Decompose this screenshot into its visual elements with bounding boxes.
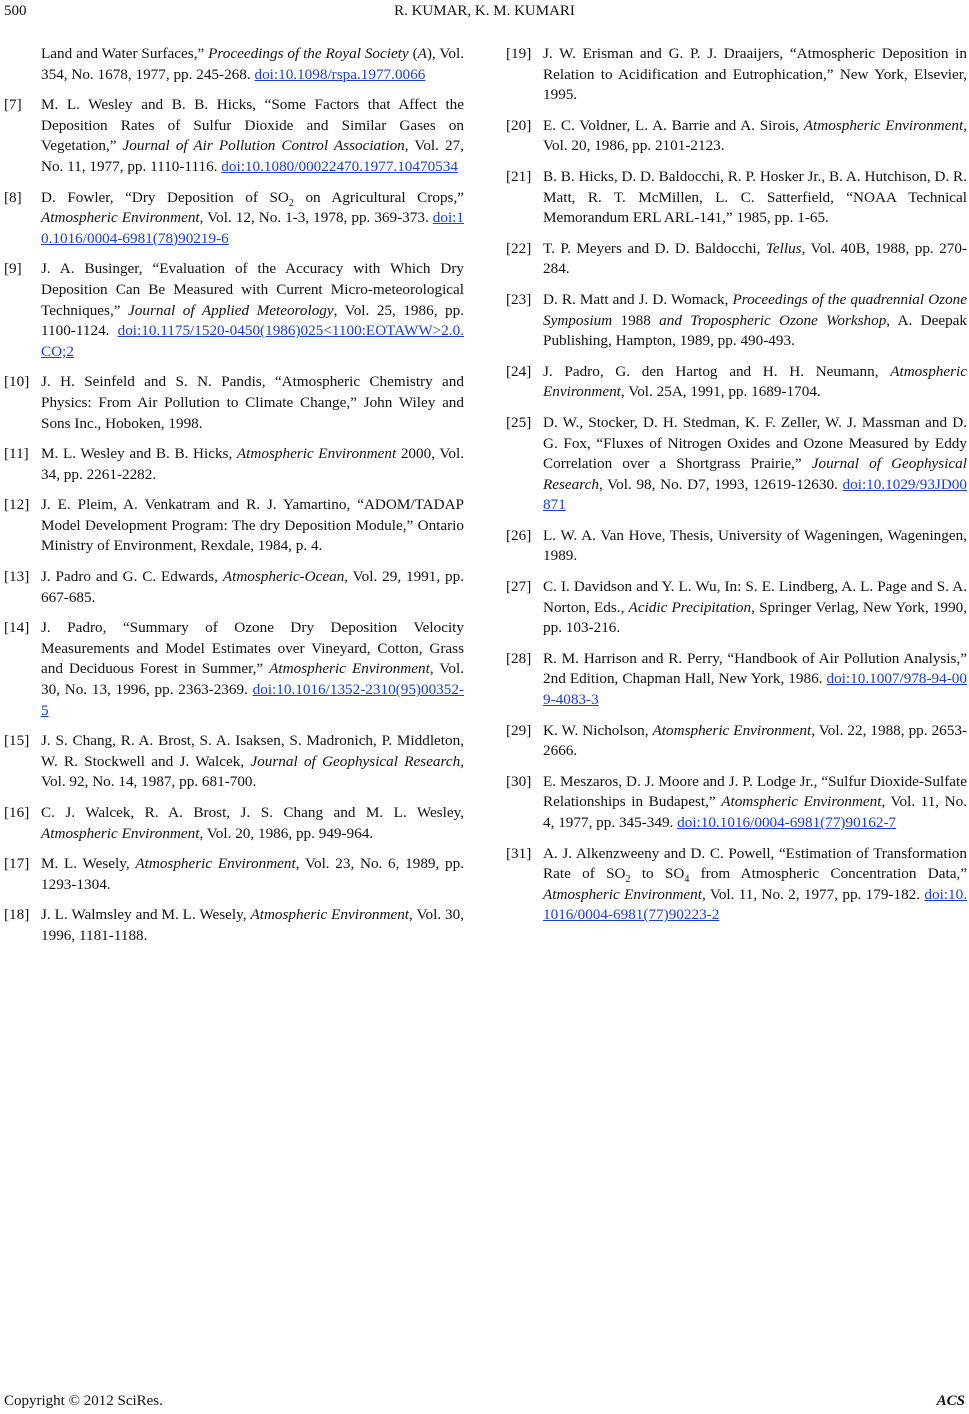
reference-fragment: to SO [630,865,685,883]
reference-fragment: , Vol. 22, 1988, pp. 2653-2666. [543,721,968,760]
reference-fragment: J. Padro and G. C. Edwards, [41,568,223,586]
reference-fragment: J. E. Pleim, A. Venkatram and R. J. Yamartino, “ADOM/TADAP Model Development Program: The dry Deposition Module,” Ontario Ministry of Environment, Rexdale, 1984, p. 4. [41,496,464,555]
reference-fragment: E. C. Voldner, L. A. Barrie and A. Sirois, [543,116,804,134]
reference-number: [29] [506,721,532,739]
reference-entry [506,772,967,834]
reference-entry [506,844,967,926]
reference-entry [4,95,464,177]
reference-text [41,731,464,793]
reference-fragment: , Vol. 11, No. 2, 1977, pp. 179-182. [701,885,925,903]
reference-fragment: , A. Deepak Publishing, Hampton, 1989, pp. 490-493. [543,311,967,350]
reference-fragment: , Springer Verlag, New York, 1990, pp. 103-216. [543,598,967,637]
reference-fragment: Land and Water Surfaces,” [41,45,209,62]
reference-fragment: C. I. Davidson and Y. L. Wu, In: S. E. Lindberg, A. L. Page and S. A. Norton, Eds., [543,578,967,616]
reference-entry [506,167,967,229]
reference-number: [30] [506,772,532,790]
italic-title: Proceedings of the quadrennial Ozone Symposium [543,290,967,329]
reference-number: [25] [506,413,532,431]
italic-title: and Tropospheric Ozone Workshop [659,311,887,329]
reference-entry [4,188,464,250]
reference-fragment: J. A. Businger, “Evaluation of the Accuracy with Which Dry Deposition Can Be Measured with Current Micro-meteorological Techniques,” [41,260,464,319]
reference-number: [19] [506,45,532,62]
reference-text [41,95,464,177]
reference-number: [16] [4,804,30,821]
reference-fragment: L. W. A. Van Hove, Thesis, University of Wageningen, Wageningen, 1989. [543,526,967,565]
italic-title: A [417,45,427,62]
reference-number: [15] [4,732,30,750]
reference-fragment: J. H. Seinfeld and S. N. Pandis, “Atmospheric Chemistry and Physics: From Air Pollution to Climate Change,” John Wiley and Sons Inc., Hoboken, 1998. [41,373,464,432]
reference-entry [506,44,967,106]
italic-title: Atmospheric Environment [543,362,967,401]
reference-entry [506,362,967,403]
journal-abbreviation: ACS [936,1393,965,1409]
reference-text [41,803,464,844]
italic-title: Atmospheric Environment [269,660,430,678]
reference-fragment: , Vol. 30, 1996, 1181-1188. [41,906,464,944]
reference-entry [506,239,967,280]
reference-text [543,290,967,352]
reference-fragment: from Atmospheric Concentration Data,” [689,865,967,883]
italic-title: Atmospheric Environment [543,885,702,903]
reference-entry [4,854,464,895]
italic-title: Atomspheric Environment [652,721,812,739]
italic-title: Acidic Precipitation [628,598,752,616]
reference-text [41,905,464,946]
reference-entry [4,905,464,946]
reference-fragment: R. M. Harrison and R. Perry, “Handbook of Air Pollution Analysis,” 2nd Edition, Chapman Hall, New York, 1986. [543,649,967,688]
italic-title: Atmospheric-Ocean [222,568,345,586]
reference-number: [11] [4,445,29,463]
reference-entry [4,372,464,434]
reference-fragment: J. Padro, G. den Hartog and H. H. Neumann, [543,362,891,380]
reference-entry [506,526,967,567]
italic-title: Atmospheric Environment [135,855,296,873]
reference-fragment: J. L. Walmsley and M. L. Wesely, [41,906,251,924]
references-right-column [506,44,967,936]
reference-text [543,44,967,106]
reference-fragment: 1988 [612,311,660,329]
reference-number: [18] [4,906,30,924]
reference-text [543,721,967,762]
italic-title: Journal of Geophysical Research [250,752,461,770]
reference-text [4,44,464,85]
italic-title: Journal of Geophysical Research [543,455,967,493]
doi-link[interactable]: doi:10.1016/0004-6981(78)90219-6 [41,209,464,247]
reference-fragment: M. L. Wesely, [41,855,136,873]
reference-text [41,854,464,895]
reference-entry [4,444,464,485]
reference-entry [506,290,967,352]
doi-link[interactable]: doi:10.1029/93JD00871 [543,475,967,514]
reference-entry [506,413,967,516]
reference-fragment: A. J. Alkenzweeny and D. C. Powell, “Estimation of Transformation Rate of SO [543,844,967,883]
reference-text [41,618,464,721]
reference-number: [23] [506,290,532,308]
italic-title: Atmospheric Environment [250,906,410,924]
reference-text [543,772,967,834]
reference-number: [10] [4,373,30,391]
reference-text [41,444,464,485]
italic-title: Journal of Applied Meteorology [128,301,334,319]
reference-fragment: , Vol. 27, No. 11, 1977, pp. 1110-1116. [41,137,464,175]
reference-text [543,577,967,639]
reference-fragment: , Vol. 92, No. 14, 1987, pp. 681-700. [41,752,465,791]
italic-title: Journal of Air Pollution Control Association [122,137,405,155]
reference-entry [506,721,967,762]
reference-fragment: , Vol. 11, No. 4, 1977, pp. 345-349. [543,793,968,831]
reference-number: [31] [506,844,532,862]
reference-number: [27] [506,578,532,596]
page-header [0,0,969,26]
reference-fragment: M. L. Wesley and B. B. Hicks, “Some Factors that Affect the Deposition Rates of Sulfur Dioxide and Similar Gases on Vegetation,” [41,96,464,155]
reference-number: [13] [4,568,30,586]
reference-number: [24] [506,362,532,380]
reference-fragment: , Vol. 12, No. 1-3, 1978, pp. 369-373. [199,209,433,227]
reference-number: [12] [4,496,30,514]
reference-text [543,116,967,157]
reference-fragment: K. W. Nicholson, [543,721,653,739]
doi-link[interactable]: doi:10.1016/1352-2310(95)00352-5 [41,681,464,719]
reference-fragment: 2000, Vol. 34, pp. 2261-2282. [41,445,464,483]
italic-title: Atomspheric Environment [721,793,882,811]
reference-text [41,372,464,434]
reference-number: [17] [4,855,30,873]
reference-entry [4,567,464,608]
reference-entry [4,259,464,362]
reference-fragment: M. L. Wesley and B. B. Hicks, [41,445,237,463]
reference-fragment: D. Fowler, “Dry Deposition of SO [41,188,289,206]
reference-text [41,188,464,250]
italic-title: Atmospheric Environment [803,116,964,134]
reference-fragment: , Vol. 98, No. D7, 1993, 12619-12630. [598,475,843,493]
reference-fragment: , Vol. 29, 1991, pp. 667-685. [41,568,464,606]
reference-fragment: T. P. Meyers and D. D. Baldocchi, [543,239,766,257]
reference-fragment: D. W., Stocker, D. H. Stedman, K. F. Zeller, W. J. Massman and D. G. Fox, “Fluxes of Nitrogen Oxides and Ozone Measured by Eddy Correlation over a Shortgrass Prairie,” [543,413,967,473]
reference-fragment: on Agricultural Crops,” [293,188,464,206]
reference-entry [506,116,967,157]
reference-entry [4,618,464,721]
reference-fragment: ( [408,45,418,62]
reference-number: [28] [506,649,532,667]
running-head-authors: R. KUMAR, K. M. KUMARI [394,3,575,19]
reference-text [543,526,967,567]
reference-entry [506,577,967,639]
reference-fragment: J. W. Erisman and G. P. J. Draaijers, “Atmospheric Deposition in Relation to Acidification and Eutrophication,” New York, Elsevier, 1995. [543,45,967,104]
reference-fragment: J. Padro, “Summary of Ozone Dry Deposition Velocity Measurements and Model Estimates over Vineyard, Cotton, Grass and Deciduous Forest in Summer,” [41,619,464,678]
doi-link[interactable]: doi:10.1175/1520-0450(1986)025<1100:EOTAWW>2.0.CO;2 [41,322,464,360]
reference-number: [20] [506,116,532,134]
references-left-column [4,44,464,957]
reference-fragment: , Vol. 25, 1986, pp. 1100-1124. [41,301,465,340]
reference-fragment: , Vol. 20, 1986, pp. 949-964. [199,824,374,842]
reference-fragment: , Vol. 25A, 1991, pp. 1689-1704. [620,383,821,401]
reference-text [543,362,967,403]
reference-fragment: , Vol. 30, No. 13, 1996, pp. 2363-2369. [41,660,465,699]
reference-fragment: E. Meszaros, D. J. Moore and J. P. Lodge Jr., “Sulfur Dioxide-Sulfate Relationships in Budapest,” [543,772,967,811]
reference-text [41,259,464,362]
reference-fragment: , Vol. 40B, 1988, pp. 270-284. [543,239,967,278]
subscript: 4 [684,874,690,886]
doi-link[interactable]: doi:10.1016/0004-6981(77)90162-7 [677,814,897,831]
reference-number: [26] [506,526,532,544]
reference-fragment: C. J. Walcek, R. A. Brost, J. S. Chang and M. L. Wesley, [41,804,464,821]
subscript: 2 [625,874,631,886]
reference-fragment: B. B. Hicks, D. D. Baldocchi, R. P. Hosker Jr., B. A. Hutchison, D. R. Matt, R. T. McMillen, L. C. Satterfield, “NOAA Technical Memorandum ERL ARL-141,” 1985, pp. 1-65. [543,167,967,227]
reference-number: [14] [4,619,30,637]
italic-title: Proceedings of the Royal Society [208,45,409,62]
reference-text [41,567,464,608]
page-number: 500 [4,3,27,19]
reference-fragment: , Vol. 23, No. 6, 1989, pp. 1293-1304. [41,855,465,893]
reference-fragment: D. R. Matt and J. D. Womack, [543,290,733,308]
doi-link[interactable]: doi:10.1098/rspa.1977.0066 [254,65,426,83]
reference-fragment: ), Vol. 354, No. 1678, 1977, pp. 245-268. [41,45,465,83]
copyright-notice: Copyright © 2012 SciRes. [4,1393,163,1409]
reference-fragment: , Vol. 20, 1986, pp. 2101-2123. [543,116,967,155]
reference-text [543,413,967,516]
italic-title: Tellus [765,239,802,257]
doi-link[interactable]: doi:10.1080/00022470.1977.10470534 [221,157,458,175]
doi-link[interactable]: doi:10.1007/978-94-009-4083-3 [543,670,967,709]
reference-text [543,649,967,711]
reference-entry [4,495,464,557]
reference-number: [21] [506,167,532,185]
reference-text [41,495,464,557]
subscript: 2 [288,197,294,209]
reference-number: [7] [4,96,22,114]
italic-title: Atmospheric Environment [41,824,200,842]
reference-number: [22] [506,239,532,257]
reference-entry [4,803,464,844]
reference-text [543,239,967,280]
reference-number: [9] [4,260,22,278]
italic-title: Atmospheric Environment [41,209,200,227]
doi-link[interactable]: doi:10.1016/0004-6981(77)90223-2 [543,885,968,924]
reference-fragment: J. S. Chang, R. A. Brost, S. A. Isaksen, S. Madronich, P. Middleton, W. R. Stockwell and J. Walcek, [41,732,464,770]
reference-text [543,844,967,926]
reference-text [543,167,967,229]
italic-title: Atmospheric Environment [236,445,397,463]
reference-entry [506,649,967,711]
reference-number: [8] [4,188,22,206]
reference-entry [4,731,464,793]
reference-continuation [4,44,464,85]
